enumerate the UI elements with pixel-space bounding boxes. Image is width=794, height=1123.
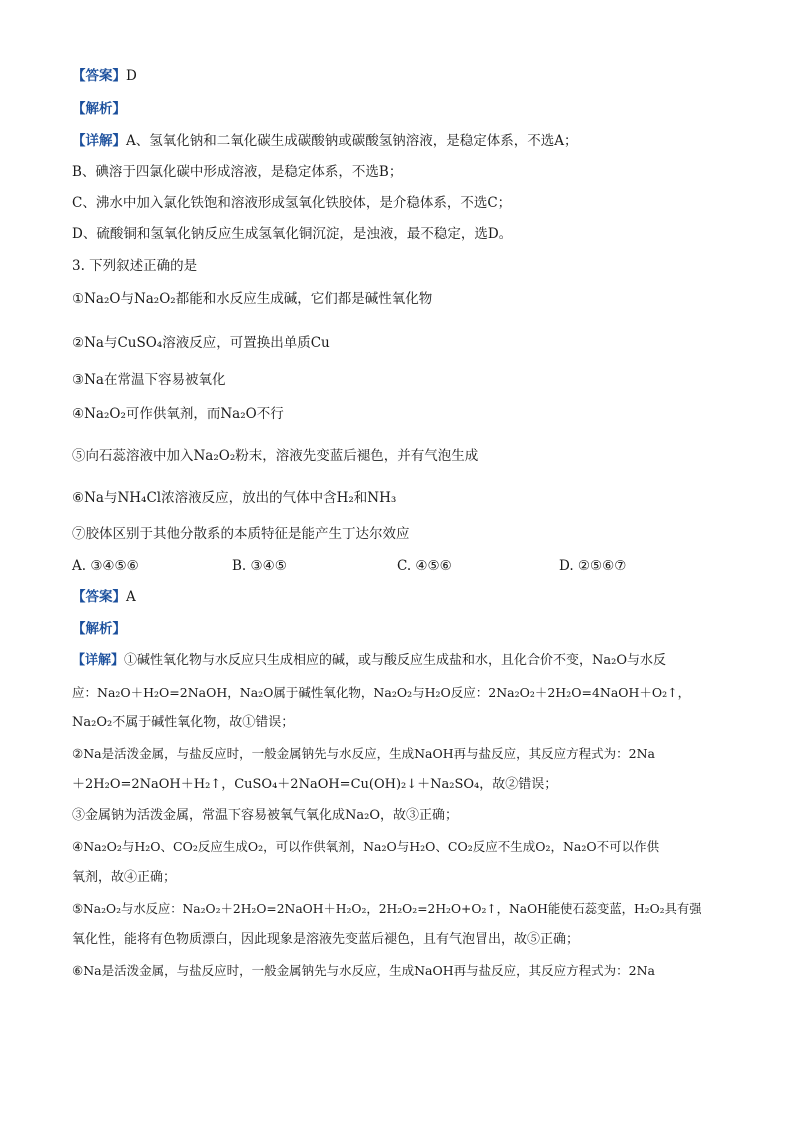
detail-tag: 【详解】 — [72, 133, 126, 149]
q3-detail-line: ②Na是活泼金属，与盐反应时，一般金属钠先与水反应，生成NaOH再与盐反应，其反应方程式为：2Na — [72, 746, 655, 761]
q3-analysis-line — [72, 619, 722, 639]
q2-detail-line: C、沸水中加入氯化铁饱和溶液形成氢氧化铁胶体，是介稳体系，不选C； — [72, 195, 512, 211]
detail-tag: 【详解】 — [72, 653, 125, 668]
option-b[interactable]: B. ③④⑤ — [232, 558, 287, 574]
answer-tag: 【答案】 — [72, 589, 126, 605]
analysis-tag: 【解析】 — [72, 101, 126, 117]
answer-value: A — [126, 589, 136, 605]
q3-detail-line: 氧剂，故④正确； — [72, 870, 177, 885]
statement-6: ⑥Na与NH₄Cl浓溶液反应，放出的气体中含H₂和NH₃ — [72, 490, 397, 506]
q2-detail-line: B、碘溶于四氯化碳中形成溶液，是稳定体系，不选B； — [72, 164, 403, 180]
q2-detail-line — [72, 131, 722, 151]
answer-value: D — [126, 68, 137, 84]
q3-detail-line: ⑤Na₂O₂与水反应：Na₂O₂＋2H₂O=2NaOH＋H₂O₂，2H₂O₂=2H₂O+O₂↑，NaOH能使石蕊变蓝，H₂O₂具有强 — [72, 902, 702, 916]
question-stem: 3. 下列叙述正确的是 — [72, 258, 198, 274]
q2-answer-line — [72, 66, 722, 86]
statement-4: ④Na₂O₂可作供氧剂，而Na₂O不行 — [72, 406, 284, 422]
q3-detail-line — [72, 651, 722, 671]
q3-detail-line: ④Na₂O₂与H₂O、CO₂反应生成O₂，可以作供氧剂，Na₂O与H₂O、CO₂反应不生成O₂，Na₂O不可以作供 — [72, 839, 660, 854]
q3-answer-line — [72, 587, 722, 607]
option-c[interactable]: C. ④⑤⑥ — [397, 558, 452, 574]
statement-1: ①Na₂O与Na₂O₂都能和水反应生成碱，它们都是碱性氧化物 — [72, 291, 433, 307]
q3-detail-line: Na₂O₂不属于碱性氧化物，故①错误； — [72, 715, 295, 730]
option-a[interactable]: A. ③④⑤⑥ — [72, 558, 139, 574]
q3-detail-line: ③金属钠为活泼金属，常温下容易被氧气氧化成Na₂O，故③正确； — [72, 808, 458, 823]
statement-2: ②Na与CuSO₄溶液反应，可置换出单质Cu — [72, 335, 330, 351]
statement-7: ⑦胶体区别于其他分散系的本质特征是能产生丁达尔效应 — [72, 526, 410, 542]
options-row — [72, 556, 722, 576]
analysis-tag: 【解析】 — [72, 621, 126, 637]
answer-tag: 【答案】 — [72, 68, 126, 84]
option-d[interactable]: D. ②⑤⑥⑦ — [559, 558, 627, 574]
q2-analysis-line — [72, 99, 722, 119]
q3-detail-line: ⑥Na是活泼金属，与盐反应时，一般金属钠先与水反应，生成NaOH再与盐反应，其反应方程式为：2Na — [72, 963, 655, 978]
detail-text: ①碱性氧化物与水反应只生成相应的碱，或与酸反应生成盐和水，且化合价不变，Na₂O与水反 — [124, 653, 667, 668]
statement-3: ③Na在常温下容易被氧化 — [72, 372, 226, 388]
statement-5: ⑤向石蕊溶液中加入Na₂O₂粉末，溶液先变蓝后褪色，并有气泡生成 — [72, 448, 479, 464]
q3-detail-line: 氧化性，能将有色物质漂白，因此现象是溶液先变蓝后褪色，且有气泡冒出，故⑤正确； — [72, 932, 580, 947]
q3-detail-line: 应：Na₂O＋H₂O=2NaOH，Na₂O属于碱性氧化物，Na₂O₂与H₂O反应：2Na₂O₂＋2H₂O=4NaOH＋O₂↑， — [72, 685, 691, 700]
detail-text: A、氢氧化钠和二氧化碳生成碳酸钠或碳酸氢钠溶液，是稳定体系，不选A； — [126, 133, 578, 149]
q2-detail-line: D、硫酸铜和氢氧化钠反应生成氢氧化铜沉淀，是浊液，最不稳定，选D。 — [72, 226, 513, 242]
q3-detail-line: ＋2H₂O=2NaOH＋H₂↑，CuSO₄＋2NaOH=Cu(OH)₂↓＋Na₂SO₄，故②错误； — [72, 777, 558, 792]
